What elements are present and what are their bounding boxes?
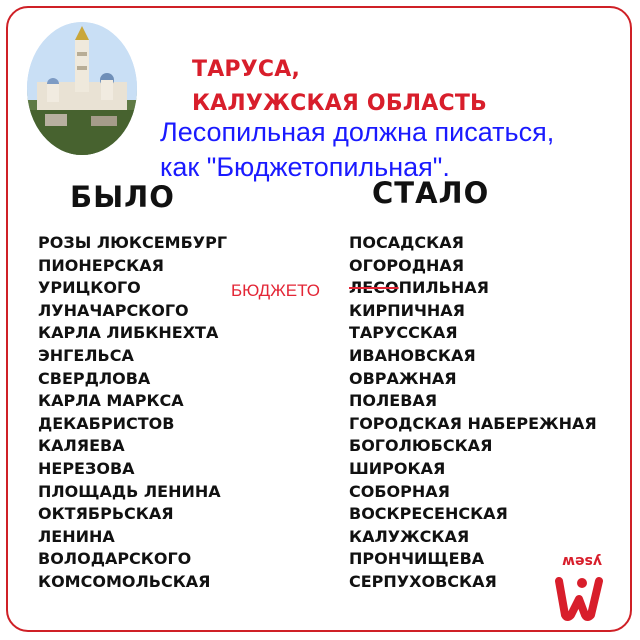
list-item: УРИЦКОГО xyxy=(38,278,141,298)
monastery-illustration xyxy=(27,22,137,155)
list-item: ПЛОЩАДЬ ЛЕНИНА xyxy=(38,481,221,501)
watermark-w-icon xyxy=(555,575,609,621)
list-item: СЕРПУХОВСКАЯ xyxy=(349,571,497,591)
list-item: ПИОНЕРСКАЯ xyxy=(38,255,164,275)
list-item: ЛУНАЧАРСКОГО xyxy=(38,300,189,320)
caption-note-line1: Лесопильная должна писаться, xyxy=(160,117,555,147)
kept-suffix: ПИЛЬНАЯ xyxy=(398,278,489,298)
list-item: ВОСКРЕСЕНСКАЯ xyxy=(349,504,508,524)
struck-prefix: ЛЕСО xyxy=(349,278,399,298)
list-item: ИВАНОВСКАЯ xyxy=(349,345,476,365)
handwritten-correction: БЮДЖЕТО xyxy=(231,281,320,300)
list-item: КАРЛА ЛИБКНЕХТА xyxy=(38,323,219,343)
list-item: ТАРУССКАЯ xyxy=(349,323,458,343)
old-street-list xyxy=(38,232,227,594)
city-title: ТАРУСА, xyxy=(192,57,301,82)
list-item: РОЗЫ ЛЮКСЕМБУРГ xyxy=(38,233,228,252)
logo-text: ysew xyxy=(562,553,602,569)
list-item: ПРОНЧИЩЕВА xyxy=(349,549,485,569)
list-item: ОКТЯБРЬСКАЯ xyxy=(38,504,174,524)
list-item: ГОРОДСКАЯ НАБЕРЕЖНАЯ xyxy=(349,413,597,433)
list-item: БОГОЛЮБСКАЯ xyxy=(349,436,493,456)
list-item: КАЛЯЕВА xyxy=(38,436,125,456)
list-item: ОГОРОДНАЯ xyxy=(349,255,465,275)
was-heading: БЫЛО xyxy=(70,180,175,214)
monastery-photo xyxy=(27,22,137,155)
list-item: КАРЛА МАРКСА xyxy=(38,391,184,411)
list-item-edited xyxy=(349,277,597,300)
list-item: ПОЛЕВАЯ xyxy=(349,391,438,411)
list-item: КАЛУЖСКАЯ xyxy=(349,526,470,546)
list-item: ЛЕНИНА xyxy=(38,526,115,546)
list-item: ВОЛОДАРСКОГО xyxy=(38,549,192,569)
list-item: КИРПИЧНАЯ xyxy=(349,300,465,320)
list-item: ПОСАДСКАЯ xyxy=(349,233,464,252)
list-item: ШИРОКАЯ xyxy=(349,458,446,478)
list-item: КОМСОМОЛЬСКАЯ xyxy=(38,571,211,591)
list-item: СОБОРНАЯ xyxy=(349,481,450,501)
list-item: ДЕКАБРИСТОВ xyxy=(38,413,175,433)
watermark-logo xyxy=(551,553,613,623)
new-street-list xyxy=(349,232,597,594)
list-item: СВЕРДЛОВА xyxy=(38,368,151,388)
region-title: КАЛУЖСКАЯ ОБЛАСТЬ xyxy=(192,91,488,116)
list-item: ОВРАЖНАЯ xyxy=(349,368,457,388)
list-item: НЕРЕЗОВА xyxy=(38,458,135,478)
caption-note-line2: как "Бюджетопильная". xyxy=(160,152,450,182)
now-heading: СТАЛО xyxy=(372,176,490,210)
list-item: ЭНГЕЛЬСА xyxy=(38,345,134,365)
